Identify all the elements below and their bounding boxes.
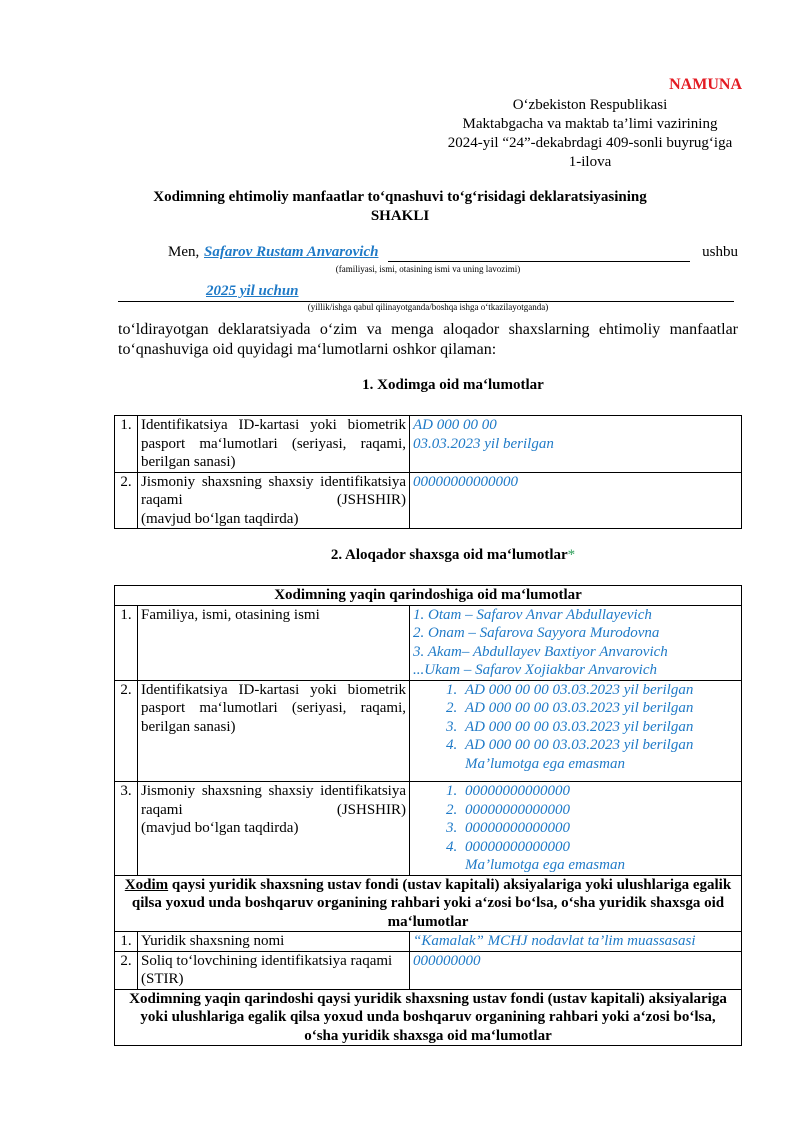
section2-heading-text: 2. Aloqador shaxsga oid ma‘lumotlar xyxy=(330,547,568,563)
row-label xyxy=(138,782,410,876)
row-value xyxy=(410,680,742,782)
entity-header xyxy=(115,875,742,932)
no-info-note: Ma’lumotga ega emasman xyxy=(465,755,625,772)
employee-info-table xyxy=(114,415,742,529)
label-text: Soliq to‘lovchining identifikatsiya raqami xyxy=(141,952,393,969)
row-number: 1. xyxy=(115,932,138,952)
document-title xyxy=(100,188,700,226)
list-item: 1. AD 000 00 00 03.03.2023 yil berilgan xyxy=(461,681,738,700)
row-number: 2. xyxy=(115,472,138,529)
sample-stamp: NAMUNA xyxy=(669,76,742,93)
relative-name: ...Ukam – Safarov Xojiakbar Anvarovich xyxy=(413,662,657,678)
list-item: 3. 00000000000000 xyxy=(461,819,738,838)
section2-heading xyxy=(118,547,788,564)
entity-header-word: Xodim xyxy=(124,876,169,893)
row-label xyxy=(138,951,410,989)
header-line: 2024-yil “24”-dekabrdagi 409-sonli buyrug‘iga xyxy=(447,135,733,151)
label-text: Jismoniy shaxsning shaxsiy identifikatsiya raqami (JSHSHIR) xyxy=(141,473,406,508)
value-text: AD 000 00 00 xyxy=(413,417,497,433)
no-info-note: Ma’lumotga ega emasman xyxy=(465,857,625,873)
row-value xyxy=(410,782,742,876)
row-label: Yuridik shaxsning nomi xyxy=(138,932,410,952)
list-item: 4. AD 000 00 00 03.03.2023 yil berilgan xyxy=(461,736,738,755)
table-row xyxy=(115,416,742,473)
relative-name: 3. Akam– Abdullayev Baxtiyor Anvarovich xyxy=(413,643,668,660)
table-row xyxy=(115,680,742,782)
label-text: (STIR) xyxy=(141,971,184,987)
table-row xyxy=(115,782,742,876)
header-line: Maktabgacha va maktab ta’limi vazirining xyxy=(462,116,718,132)
row-label: Familiya, ismi, otasining ismi xyxy=(138,605,410,680)
row-label xyxy=(138,680,410,782)
related-persons-table xyxy=(114,585,742,1046)
table-header-row xyxy=(115,875,742,932)
row-number: 1. xyxy=(115,416,138,473)
value-text: 03.03.2023 yil berilgan xyxy=(413,435,554,452)
row-value xyxy=(410,416,742,473)
period-line xyxy=(118,283,734,302)
table-row xyxy=(115,951,742,989)
value-text: 00000000000000 xyxy=(413,473,518,490)
row-value xyxy=(410,605,742,680)
header-line: 1-ilova xyxy=(568,154,612,170)
declarant-line xyxy=(118,244,738,264)
id-list xyxy=(413,681,738,755)
table-header-row xyxy=(115,586,742,606)
period-hint: (yillik/ishga qabul qilinayotganda/boshqa ishga o‘tkazilayotganda) xyxy=(307,302,549,312)
declaration-period: 2025 yil uchun xyxy=(206,283,299,299)
jshshir-list xyxy=(413,782,738,856)
row-value: 000000000 xyxy=(410,951,742,989)
section1-heading: 1. Xodimga oid ma‘lumotlar xyxy=(362,377,544,393)
title-line: Xodimning ehtimoliy manfaatlar to‘qnashuvi to‘g‘risidagi deklaratsiyasining xyxy=(153,189,647,205)
label-text: berilgan sanasi) xyxy=(141,454,236,470)
list-item: 1. 00000000000000 xyxy=(461,782,738,801)
entity-header-text: qaysi yuridik shaxsning ustav fondi (ustav kapitali) aksiyalariga yoki ulushlariga egalik qilsa yoxud unda boshqaruv organining rahbari yoki a‘zosi bo‘lsa, o‘sha yuridik shaxsga oid ma‘lumotlar xyxy=(131,876,732,930)
row-number: 2. xyxy=(115,680,138,782)
row-number: 1. xyxy=(115,605,138,680)
fill-line xyxy=(388,261,690,262)
row-label xyxy=(138,472,410,529)
table-row xyxy=(115,932,742,952)
table-header-row xyxy=(115,989,742,1046)
ushbu-label: ushbu xyxy=(702,244,738,260)
declarant-name: Safarov Rustam Anvarovich xyxy=(204,244,379,260)
header-line: O‘zbekiston Respublikasi xyxy=(512,97,668,113)
label-text: berilgan sanasi) xyxy=(141,718,236,735)
relative-name: 1. Otam – Safarov Anvar Abdullayevich xyxy=(413,606,652,623)
row-number: 3. xyxy=(115,782,138,876)
footnote-star: * xyxy=(567,547,576,563)
men-label: Men, xyxy=(168,244,200,260)
list-item: 4. 00000000000000 xyxy=(461,838,738,857)
label-text: (mavjud bo‘lgan taqdirda) xyxy=(141,510,299,527)
label-text: Identifikatsiya ID-kartasi yoki biometrik pasport ma‘lumotlari (seriyasi, raqami, xyxy=(141,681,406,716)
row-value: “Kamalak” MCHJ nodavlat ta’lim muassasasi xyxy=(410,932,742,952)
relatives-header: Xodimning yaqin qarindoshiga oid ma‘lumotlar xyxy=(115,586,742,606)
title-line: SHAKLI xyxy=(370,208,430,224)
row-value xyxy=(410,472,742,529)
list-item: 3. AD 000 00 00 03.03.2023 yil berilgan xyxy=(461,718,738,737)
table-row xyxy=(115,605,742,680)
relative-name: 2. Onam – Safarova Sayyora Murodovna xyxy=(413,625,660,641)
relative-entity-header: Xodimning yaqin qarindoshi qaysi yuridik shaxsning ustav fondi (ustav kapitali) aksiyalariga yoki ulushlariga egalik qilsa yoxud unda boshqaruv organining rahbari yoki a‘zosi bo‘lsa, o‘sha yuridik shaxsga oid ma‘lumotlar xyxy=(115,989,742,1046)
table-row xyxy=(115,472,742,529)
label-text: Jismoniy shaxsning shaxsiy identifikatsiya raqami (JSHSHIR) xyxy=(141,783,406,818)
list-item: 2. AD 000 00 00 03.03.2023 yil berilgan xyxy=(461,699,738,718)
label-text: Identifikatsiya ID-kartasi yoki biometrik pasport ma‘lumotlari (seriyasi, raqami, xyxy=(141,417,406,452)
name-hint: (familiyasi, ismi, otasining ismi va uning lavozimi) xyxy=(335,264,521,274)
row-number: 2. xyxy=(115,951,138,989)
intro-paragraph: to‘ldirayotgan deklaratsiyada o‘zim va menga aloqador shaxslarning ehtimoliy manfaatlar to‘qnashuviga oid quyidagi ma‘lumotlarni oshkor qilaman: xyxy=(118,321,738,358)
list-item: 2. 00000000000000 xyxy=(461,801,738,820)
order-reference-header xyxy=(420,96,760,172)
row-label xyxy=(138,416,410,473)
label-text: (mavjud bo‘lgan taqdirda) xyxy=(141,820,299,836)
